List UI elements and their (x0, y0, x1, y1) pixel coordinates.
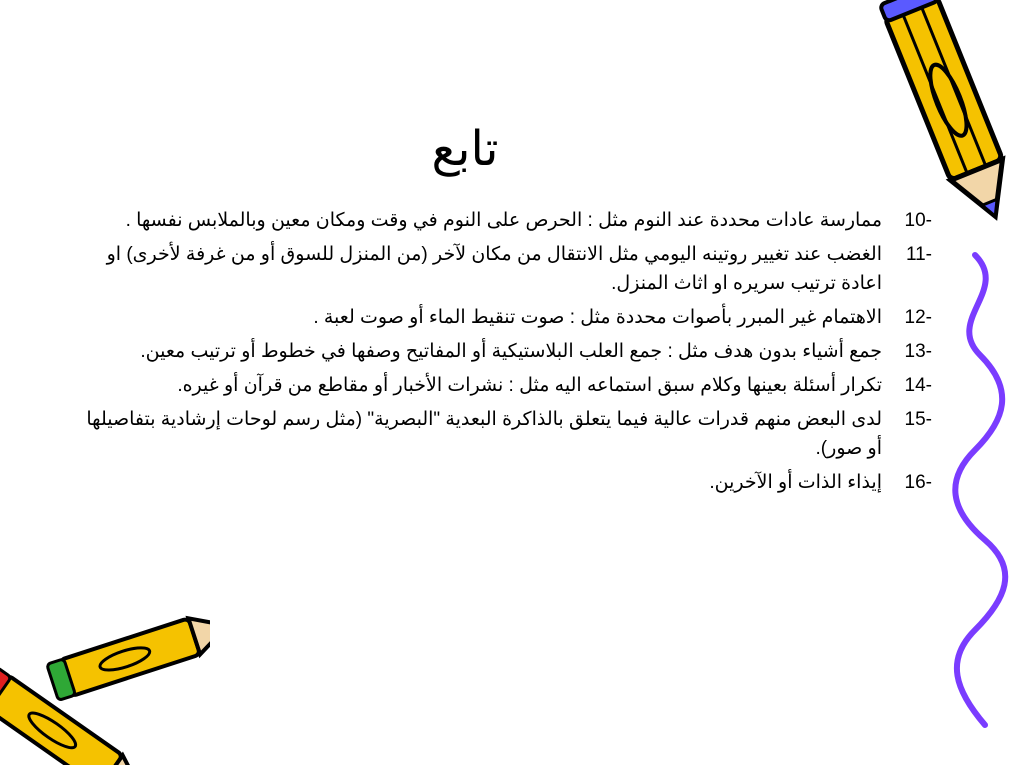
list-item (80, 337, 932, 366)
item-text: الغضب عند تغيير روتينه اليومي مثل الانتقال من مكان لآخر (من المنزل للسوق أو من غرفة لأخرى) او اعادة ترتيب سريره او اثاث المنزل. (106, 244, 882, 294)
list-item (80, 240, 932, 298)
bullet-list (80, 206, 932, 502)
list-item (80, 405, 932, 463)
item-number: 10- (904, 210, 932, 231)
item-text: الاهتمام غير المبرر بأصوات محددة مثل : صوت تنقيط الماء أو صوت لعبة . (313, 307, 882, 328)
item-text: لدى البعض منهم قدرات عالية فيما يتعلق بالذاكرة البعدية "البصرية" (مثل رسم لوحات إرشادية بتفاصيلها أو صور). (86, 409, 882, 459)
crossed-pencils-icon (0, 615, 210, 765)
item-number: 11- (905, 244, 932, 265)
list-item (80, 468, 932, 497)
list-item (80, 303, 932, 332)
slide-title: تابع (431, 123, 499, 176)
item-text: تكرار أسئلة بعينها وكلام سبق استماعه اليه مثل : نشرات الأخبار أو مقاطع من قرآن أو غيره. (177, 375, 882, 396)
item-text: ممارسة عادات محددة عند النوم مثل : الحرص على النوم في وقت ومكان معين وبالملابس نفسها . (125, 210, 882, 231)
item-number: 12- (904, 307, 932, 328)
item-number: 15- (904, 409, 932, 430)
item-text: إيذاء الذات أو الآخرين. (709, 472, 882, 493)
item-number: 13- (904, 341, 932, 362)
item-number: 16- (904, 472, 932, 493)
list-item (80, 206, 932, 235)
list-item (80, 371, 932, 400)
item-text: جمع أشياء بدون هدف مثل : جمع العلب البلاستيكية أو المفاتيح وصفها في خطوط أو ترتيب معين. (140, 341, 882, 362)
item-number: 14- (904, 375, 932, 396)
squiggle-line-icon (935, 250, 1015, 730)
